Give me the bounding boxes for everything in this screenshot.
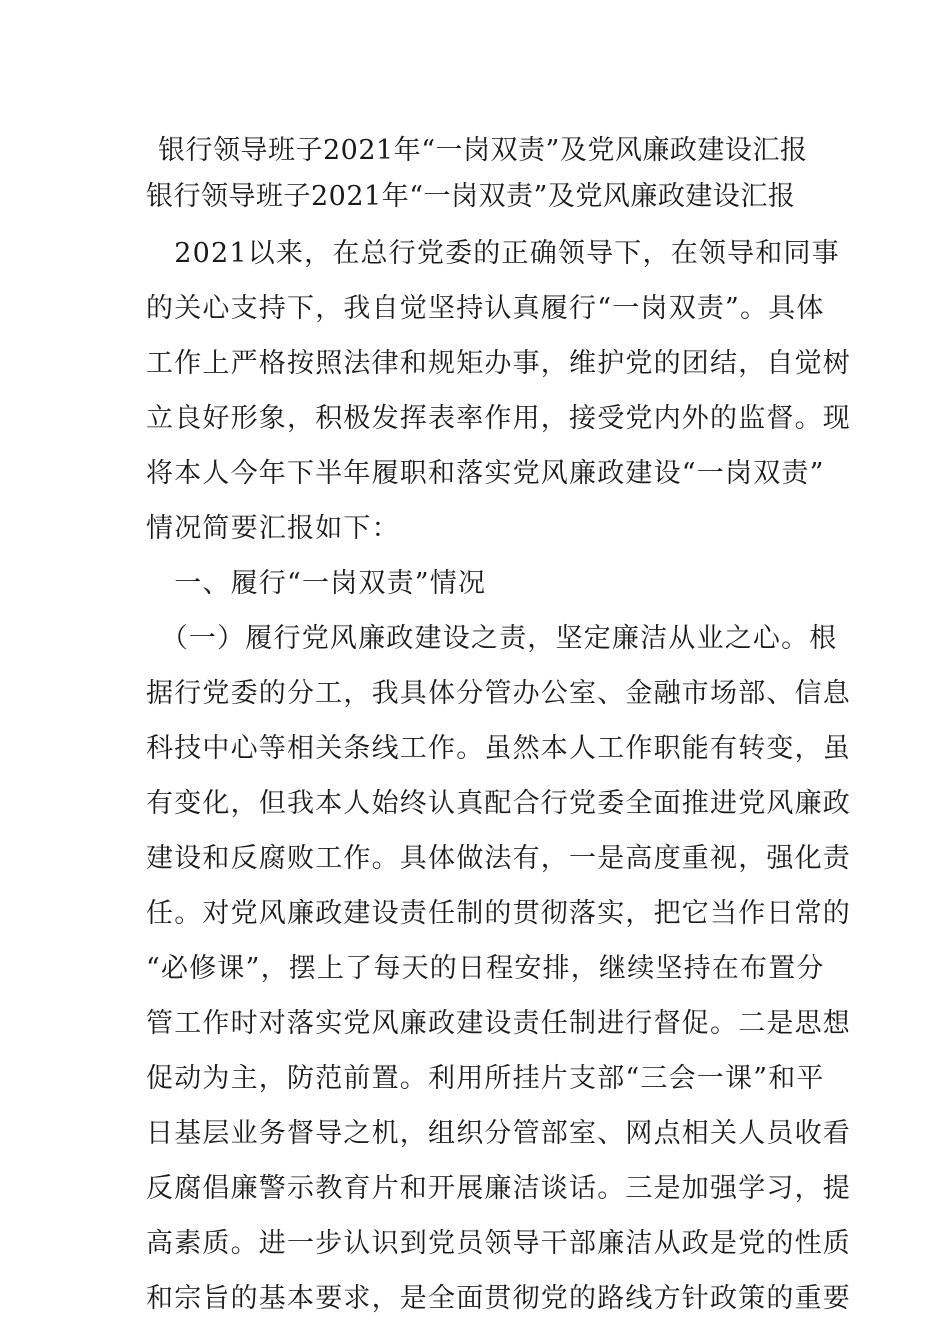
- section-heading: [146, 556, 806, 611]
- text-line: 建设和反腐败工作。具体做法有，一是高度重视，强化责: [146, 843, 851, 874]
- text-line: 立良好形象，积极发挥表率作用，接受党内外的监督。现: [146, 403, 851, 434]
- text-line: 将本人今年下半年履职和落实党风廉政建设“一岗双责”: [146, 458, 825, 489]
- section-paragraph: [146, 611, 851, 1326]
- text-line: 日基层业务督导之机，组织分管部室、网点相关人员收看: [146, 1118, 851, 1149]
- text-line: 情况简要汇报如下：: [146, 513, 400, 544]
- intro-paragraph: [146, 226, 851, 556]
- text-line: 管工作时对落实党风廉政建设责任制进行督促。二是思想: [146, 1008, 851, 1039]
- text-line: 和宗旨的基本要求，是全面贯彻党的路线方针政策的重要: [146, 1283, 851, 1314]
- text-line: 促动为主，防范前置。利用所挂片支部“三会一课”和平: [146, 1063, 825, 1094]
- document-title: 银行领导班子2021年“一岗双责”及党风廉政建设汇报: [158, 135, 808, 166]
- text-line: 任。对党风廉政建设责任制的贯彻落实，把它当作日常的: [146, 898, 851, 929]
- text-line: （一）履行党风廉政建设之责，坚定廉洁从业之心。根: [146, 623, 838, 654]
- heading-line: 一、履行“一岗双责”情况: [146, 568, 487, 599]
- document-body: [146, 128, 851, 1326]
- text-line: “必修课”，摆上了每天的日程安排，继续坚持在布置分: [146, 953, 825, 984]
- text-line: 据行党委的分工，我具体分管办公室、金融市场部、信息: [146, 678, 851, 709]
- text-line: 2021以来，在总行党委的正确领导下，在领导和同事: [146, 238, 840, 269]
- document-title-repeat: 银行领导班子2021年“一岗双责”及党风廉政建设汇报: [146, 181, 796, 212]
- text-line: 的关心支持下，我自觉坚持认真履行“一岗双责”。具体: [146, 293, 825, 324]
- text-line: 有变化，但我本人始终认真配合行党委全面推进党风廉政: [146, 788, 851, 819]
- text-line: 科技中心等相关条线工作。虽然本人工作职能有转变，虽: [146, 733, 851, 764]
- text-line: 工作上严格按照法律和规矩办事，维护党的团结，自觉树: [146, 348, 851, 379]
- text-line: 反腐倡廉警示教育片和开展廉洁谈话。三是加强学习，提: [146, 1173, 851, 1204]
- text-line: 高素质。进一步认识到党员领导干部廉洁从政是党的性质: [146, 1228, 851, 1259]
